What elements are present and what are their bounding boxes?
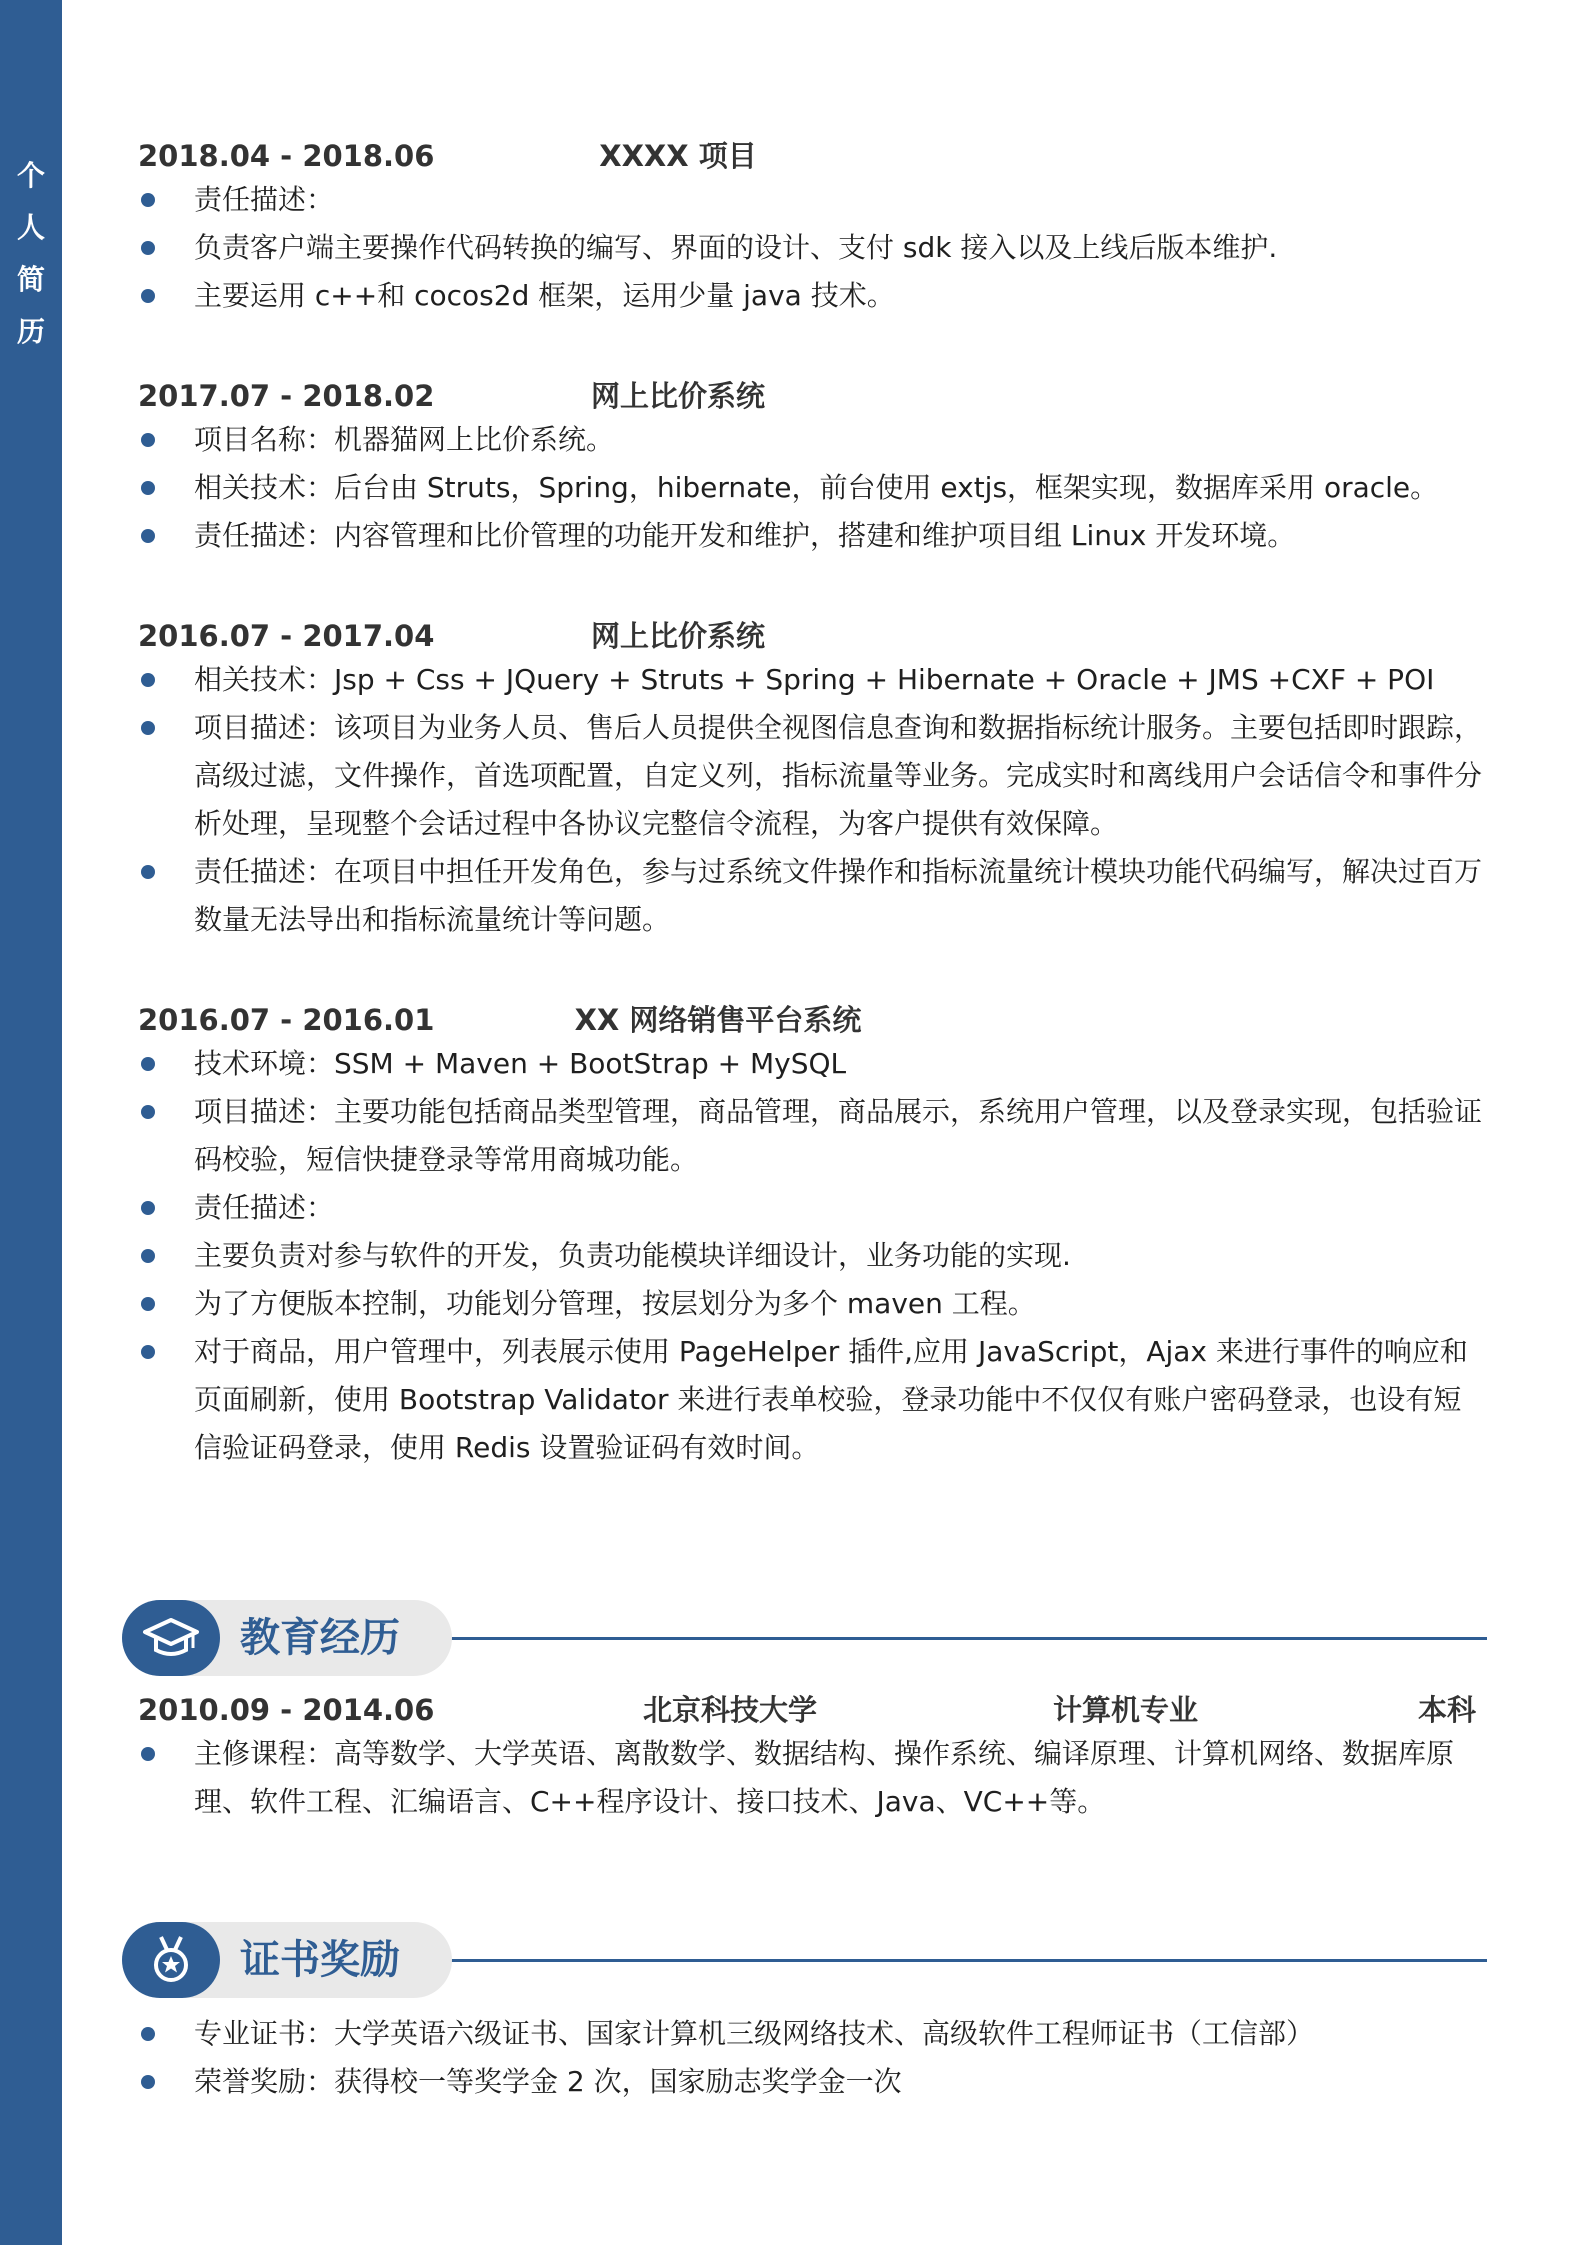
project-bullets [138, 176, 1488, 320]
bullet-item: 责任描述：内容管理和比价管理的功能开发和维护，搭建和维护项目组 Linux 开发环境。 [138, 512, 1488, 560]
project-header [138, 376, 1488, 416]
education-section-header [122, 1600, 1487, 1680]
sidebar-title-char: 简 [16, 263, 45, 296]
sidebar-title [0, 150, 62, 358]
sidebar-title-char: 历 [16, 315, 45, 348]
section-divider [442, 1959, 1487, 1962]
project-header [138, 1000, 1488, 1040]
section-title: 教育经历 [240, 1615, 400, 1661]
project-entry [138, 376, 1488, 560]
certificates-entry [138, 2010, 1488, 2106]
bullet-item: 相关技术：后台由 Struts，Spring，hibernate，前台使用 extjs，框架实现，数据库采用 oracle。 [138, 464, 1488, 512]
project-name: XXXX 项目 [599, 139, 757, 173]
project-entry [138, 1000, 1488, 1472]
education-bullets [138, 1730, 1488, 1826]
bullet-item: 责任描述：在项目中担任开发角色，参与过系统文件操作和指标流量统计模块功能代码编写，解决过百万数量无法导出和指标流量统计等问题。 [138, 848, 1488, 944]
bullet-item: 责任描述： [138, 1184, 1488, 1232]
bullet-item: 主要运用 c++和 cocos2d 框架，运用少量 java 技术。 [138, 272, 1488, 320]
project-bullets [138, 416, 1488, 560]
project-name: XX 网络销售平台系统 [574, 1003, 862, 1037]
bullet-item: 专业证书：大学英语六级证书、国家计算机三级网络技术、高级软件工程师证书（工信部） [138, 2010, 1488, 2058]
project-bullets [138, 656, 1488, 944]
project-name: 网上比价系统 [590, 619, 765, 653]
graduation-cap-icon [122, 1600, 220, 1676]
project-date: 2016.07 - 2017.04 [138, 619, 435, 653]
education-school: 北京科技大学 [643, 1693, 818, 1727]
bullet-item: 主修课程：高等数学、大学英语、离散数学、数据结构、操作系统、编译原理、计算机网络、数据库原理、软件工程、汇编语言、C++程序设计、接口技术、Java、VC++等。 [138, 1730, 1488, 1826]
education-header [138, 1690, 1488, 1730]
section-divider [442, 1637, 1487, 1640]
project-date: 2017.07 - 2018.02 [138, 379, 435, 413]
certificates-section-header [122, 1922, 1487, 2002]
education-degree: 本科 [1418, 1693, 1477, 1727]
section-pill [122, 1600, 452, 1676]
education-entry [138, 1690, 1488, 1826]
project-entry [138, 136, 1488, 320]
project-header [138, 616, 1488, 656]
bullet-item: 技术环境：SSM + Maven + BootStrap + MySQL [138, 1040, 1488, 1088]
bullet-item: 项目名称：机器猫网上比价系统。 [138, 416, 1488, 464]
bullet-item: 对于商品，用户管理中，列表展示使用 PageHelper 插件,应用 JavaScript，Ajax 来进行事件的响应和页面刷新，使用 Bootstrap Validator 来进行表单校验，登录功能中不仅仅有账户密码登录，也设有短信验证码登录，使用 Redis 设置验证码有效时间。 [138, 1328, 1488, 1472]
bullet-item: 项目描述：该项目为业务人员、售后人员提供全视图信息查询和数据指标统计服务。主要包括即时跟踪，高级过滤，文件操作，首选项配置，自定义列，指标流量等业务。完成实时和离线用户会话信令和事件分析处理，呈现整个会话过程中各协议完整信令流程，为客户提供有效保障。 [138, 704, 1488, 848]
education-major: 计算机专业 [1053, 1693, 1199, 1727]
medal-icon [122, 1922, 220, 1998]
section-title: 证书奖励 [240, 1937, 400, 1983]
sidebar [0, 0, 62, 2245]
bullet-item: 负责客户端主要操作代码转换的编写、界面的设计、支付 sdk 接入以及上线后版本维护. [138, 224, 1488, 272]
section-pill [122, 1922, 452, 1998]
sidebar-title-char: 个 [16, 159, 45, 192]
bullet-item: 为了方便版本控制，功能划分管理，按层划分为多个 maven 工程。 [138, 1280, 1488, 1328]
sidebar-title-char: 人 [16, 211, 45, 244]
project-bullets [138, 1040, 1488, 1472]
certificates-bullets [138, 2010, 1488, 2106]
project-name: 网上比价系统 [590, 379, 765, 413]
bullet-item: 相关技术：Jsp + Css + JQuery + Struts + Spring + Hibernate + Oracle + JMS +CXF + POI [138, 656, 1488, 704]
project-date: 2016.07 - 2016.01 [138, 1003, 435, 1037]
bullet-item: 项目描述：主要功能包括商品类型管理，商品管理，商品展示，系统用户管理，以及登录实现，包括验证码校验，短信快捷登录等常用商城功能。 [138, 1088, 1488, 1184]
bullet-item: 主要负责对参与软件的开发，负责功能模块详细设计，业务功能的实现. [138, 1232, 1488, 1280]
bullet-item: 荣誉奖励：获得校一等奖学金 2 次，国家励志奖学金一次 [138, 2058, 1488, 2106]
project-header [138, 136, 1488, 176]
project-entry [138, 616, 1488, 944]
project-date: 2018.04 - 2018.06 [138, 139, 435, 173]
bullet-item: 责任描述： [138, 176, 1488, 224]
education-date: 2010.09 - 2014.06 [138, 1693, 435, 1727]
